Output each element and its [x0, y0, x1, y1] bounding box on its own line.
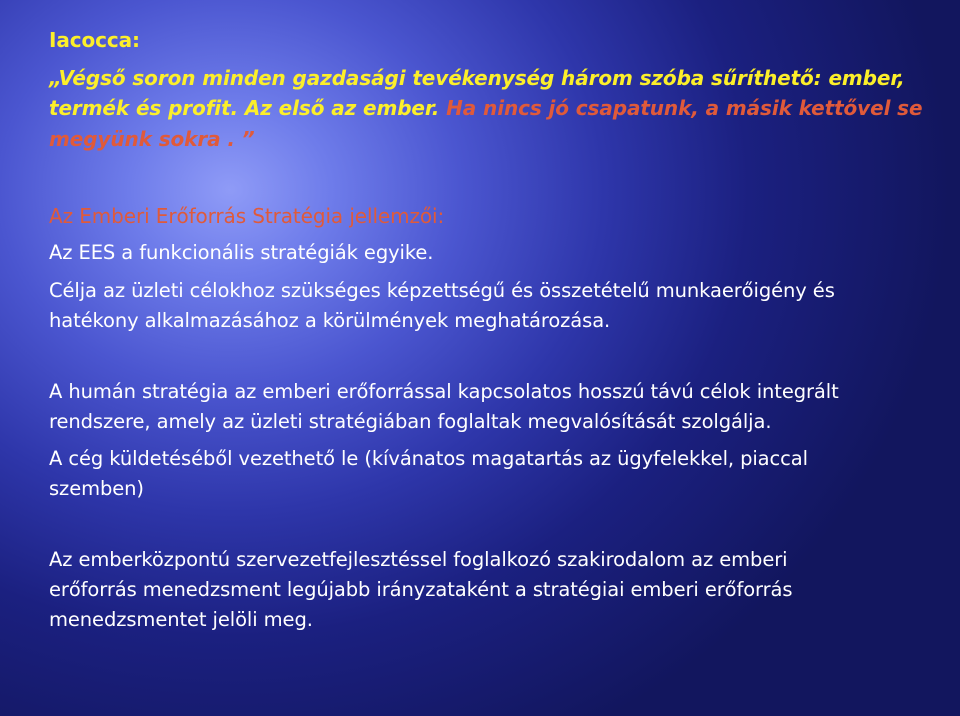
quote-line-2-second: Ha nincs jó csapatunk, a másik kettővel se	[446, 96, 923, 120]
text-ember-line-2: erőforrás menedzsment legújabb irányzataként a stratégiai emberi erőforrás	[49, 578, 793, 601]
text-human-line-1: A humán stratégia az emberi erőforrással kapcsolatos hosszú távú célok integrált	[49, 380, 839, 403]
section-title: Az Emberi Erőforrás Stratégia jellemzői:	[49, 204, 445, 228]
text-ember-line-1: Az emberközpontú szervezetfejlesztéssel foglalkozó szakirodalom az emberi	[49, 548, 788, 571]
quote-line-3: megyünk sokra . ”	[49, 127, 255, 151]
text-cel-line-1: Célja az üzleti célokhoz szükséges képzettségű és összetételű munkaerőigény és	[49, 279, 835, 302]
text-ees: Az EES a funkcionális stratégiák egyike.	[49, 241, 434, 264]
text-ceg-line-2: szemben)	[49, 477, 144, 500]
quote-line-2-first: termék és profit. Az első az ember.	[49, 96, 447, 120]
text-ceg-line-1: A cég küldetéséből vezethető le (kívánatos magatartás az ügyfelekkel, piaccal	[49, 447, 808, 470]
text-human-line-2: rendszere, amely az üzleti stratégiában foglaltak megvalósítását szolgálja.	[49, 410, 772, 433]
quote-line-2	[49, 96, 922, 120]
text-cel-line-2: hatékony alkalmazásához a körülmények meghatározása.	[49, 309, 611, 332]
quote-heading: Iacocca:	[49, 28, 140, 52]
quote-line-1: „Végső soron minden gazdasági tevékenység három szóba sűríthető: ember,	[49, 66, 905, 90]
text-ember-line-3: menedzsmentet jelöli meg.	[49, 608, 313, 631]
